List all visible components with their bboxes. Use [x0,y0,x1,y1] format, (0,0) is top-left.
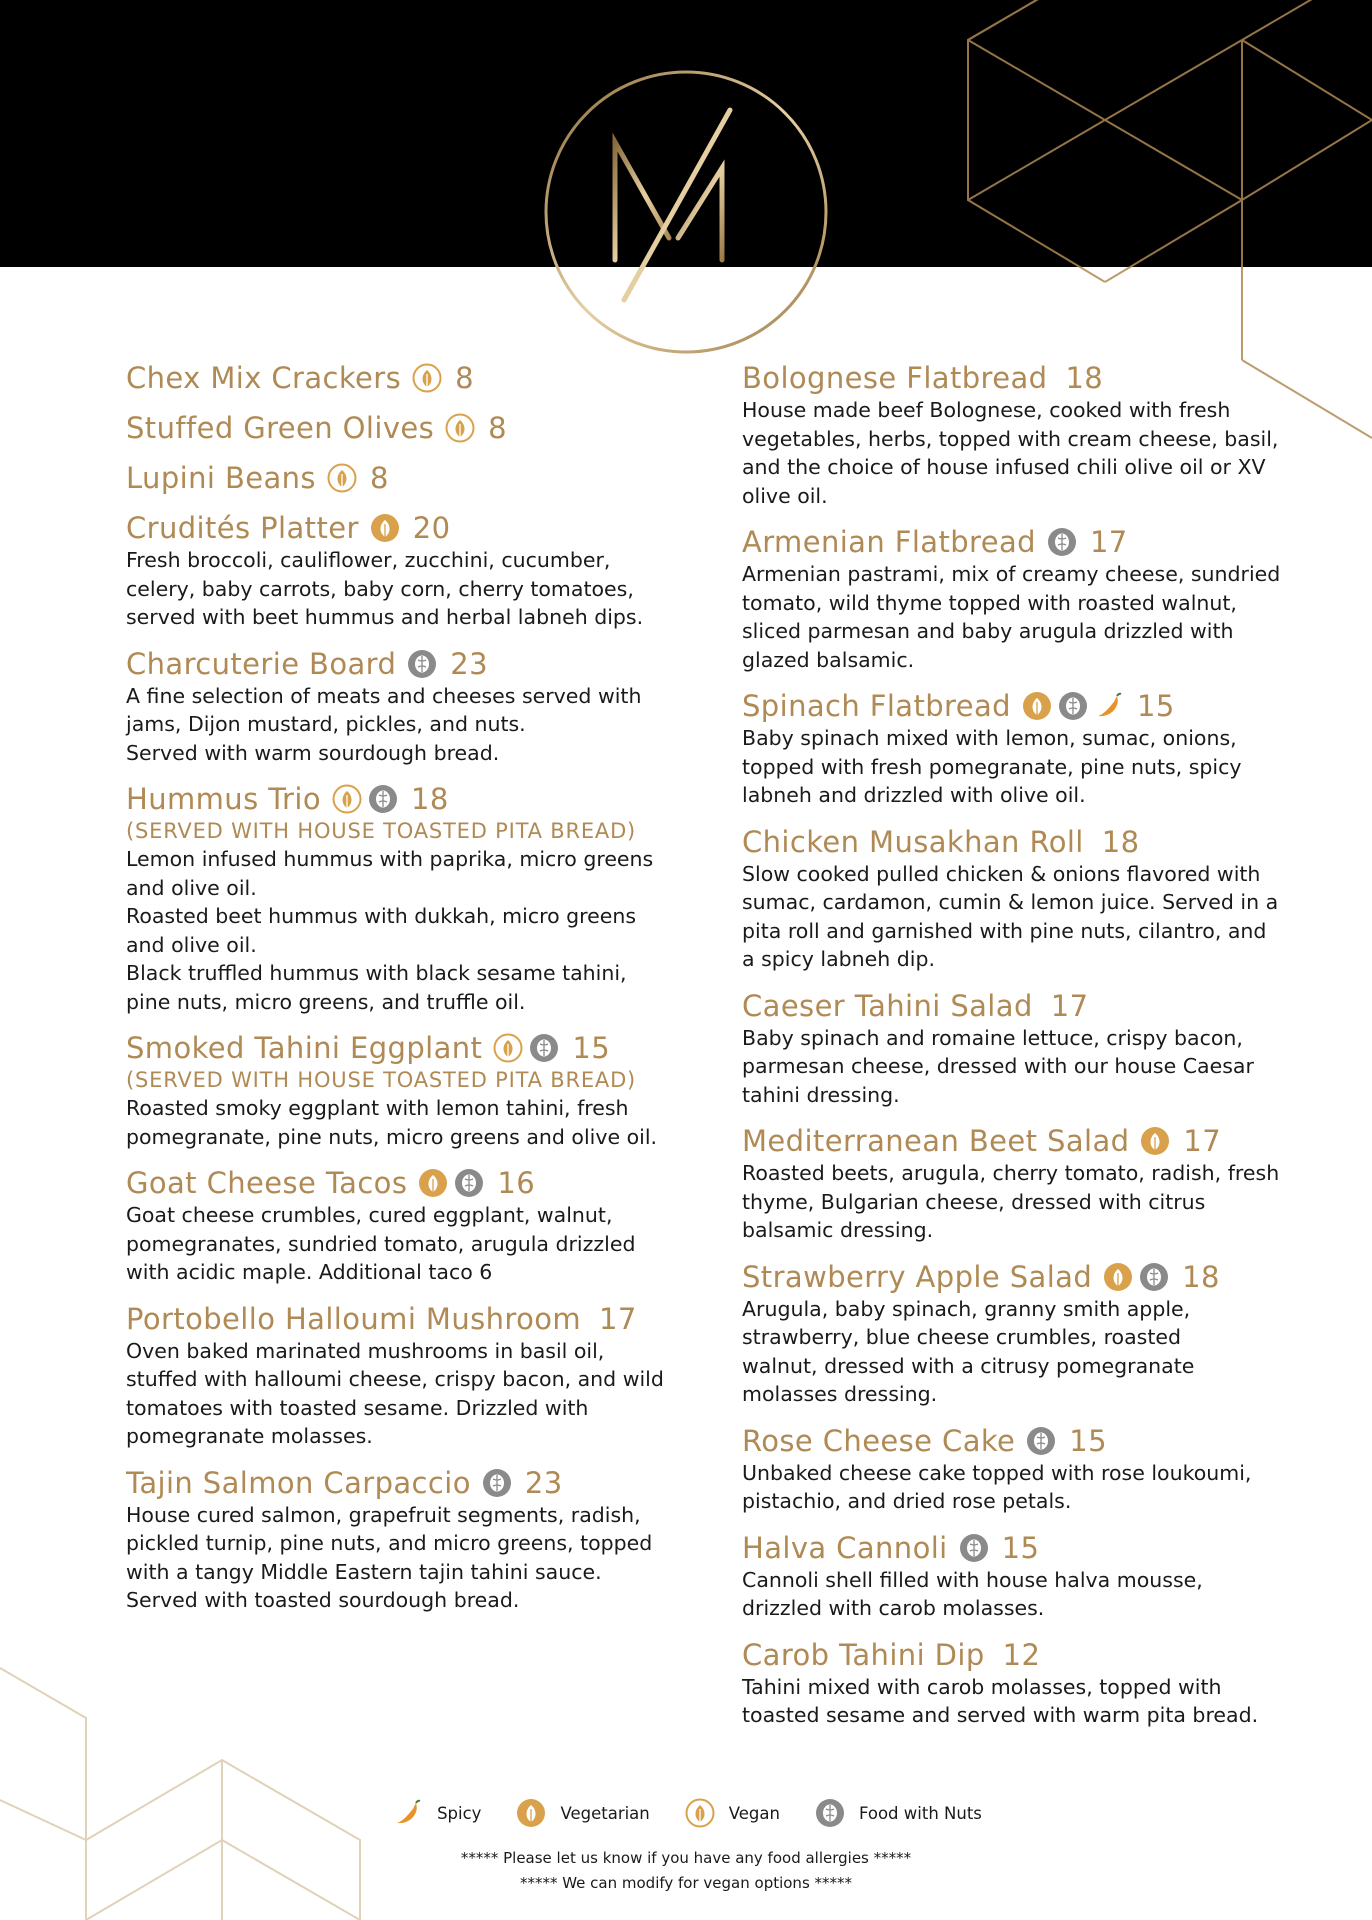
nut-icon [1026,1426,1056,1456]
menu-item-description [742,560,1302,674]
nut-icon [1058,691,1088,721]
menu-item-price: 15 [572,1031,611,1065]
description-line: a spicy labneh dip. [742,947,936,971]
menu-item-name: Chicken Musakhan Roll [742,824,1084,859]
description-line: pita roll and garnished with pine nuts, cilantro, and [742,918,1267,943]
description-line: stuffed with halloumi cheese, crispy bacon, and wild [126,1367,664,1391]
menu-item [742,824,1302,974]
menu-item-description [742,724,1302,810]
menu-item-header [742,1423,1302,1459]
menu-item-header [126,1465,686,1501]
menu-item-name: Bolognese Flatbread [742,361,1048,395]
description-line: and the choice of house infused chili olive oil or XV [742,455,1266,479]
menu-item-name: Tajin Salmon Carpaccio [126,1465,471,1500]
description-line: and olive oil. [126,932,257,957]
menu-item-name: Strawberry Apple Salad [742,1259,1093,1294]
description-line: toasted sesame and served with warm pita bread. [742,1703,1259,1727]
menu-item-price: 18 [1182,1259,1220,1294]
menu-item [742,1423,1302,1516]
description-line: tomatoes with toasted sesame. Drizzled with [126,1395,589,1420]
description-line: pine nuts, micro greens, and truffle oil. [126,989,526,1014]
description-line: Armenian pastrami, mix of creamy cheese, sundried [742,562,1281,586]
menu-item-price: 17 [1089,525,1128,559]
description-line: Baby spinach and romaine lettuce, crispy bacon, [742,1025,1243,1050]
menu-item-price: 17 [599,1301,637,1336]
menu-item-header [126,460,686,496]
menu-item-price: 23 [524,1465,563,1500]
menu-item [126,646,686,768]
menu-item-description [742,1566,1302,1623]
menu-item-name: Halva Cannoli [742,1530,948,1565]
leaf-filled-icon [1103,1262,1133,1292]
footnotes [0,1846,1372,1896]
menu-item-price: 18 [1101,824,1140,859]
description-line: with a tangy Middle Eastern tajin tahini sauce. [126,1559,602,1584]
leaf-outline-icon [685,1798,715,1828]
description-line: Served with warm sourdough bread. [126,740,500,765]
menu-item [742,988,1302,1110]
description-line: Arugula, baby spinach, granny smith apple, [742,1296,1191,1321]
leaf-outline-icon [445,413,475,443]
description-line: balsamic dressing. [742,1218,934,1242]
description-line: walnut, dressed with a citrusy pomegranate [742,1353,1195,1378]
legend-label: Food with Nuts [858,1803,982,1823]
nut-icon [482,1468,512,1498]
description-line: Roasted beet hummus with dukkah, micro greens [126,904,637,928]
menu-item-header [742,988,1302,1024]
menu-item-description [126,1501,686,1615]
description-line: drizzled with carob molasses. [742,1596,1045,1620]
leaf-filled-icon [1140,1126,1170,1156]
description-line: served with beet hummus and herbal labneh dips. [126,605,644,629]
menu-item-header [742,824,1302,860]
description-line: pomegranates, sundried tomato, arugula drizzled [126,1231,636,1256]
legend-item [812,1798,982,1828]
menu-item-header [126,1301,686,1337]
menu-item-name: Stuffed Green Olives [126,411,435,445]
menu-item-description [126,546,686,632]
description-line: Fresh broccoli, cauliflower, zucchini, cucumber, [126,548,611,572]
menu-item [126,360,686,396]
chili-icon [1094,691,1124,721]
menu-item-price: 18 [410,782,449,816]
nut-icon [407,649,437,679]
menu-item-header [126,1030,686,1066]
menu-item-description [126,1337,686,1451]
menu-item-description [126,1201,686,1287]
leaf-filled-icon [370,513,400,543]
menu-item [742,1123,1302,1245]
menu-item-header [126,510,686,546]
description-line: A fine selection of meats and cheeses served with [126,683,642,708]
menu-item-price: 17 [1183,1124,1222,1158]
menu-item-name: Caeser Tahini Salad [742,988,1033,1023]
menu-item-price: 17 [1050,988,1089,1023]
menu-item [742,524,1302,674]
description-line: pistachio, and dried rose petals. [742,1489,1072,1513]
menu-item-header [742,1530,1302,1566]
menu-item-header [742,1637,1302,1673]
menu-item [126,1465,686,1615]
menu-item-price: 15 [1136,689,1175,723]
description-line: Unbaked cheese cake topped with rose loukoumi, [742,1460,1252,1485]
menu-item-price: 20 [412,511,451,545]
menu-item [126,410,686,446]
menu-item-name: Hummus Trio [126,782,321,816]
menu-item [126,460,686,496]
menu-item-description [742,1459,1302,1516]
menu-item [742,688,1302,810]
description-line: Roasted beets, arugula, cherry tomato, radish, fresh [742,1161,1280,1185]
description-line: Oven baked marinated mushrooms in basil oil, [126,1338,605,1363]
menu-item [742,1637,1302,1730]
description-line: House made beef Bolognese, cooked with fresh [742,398,1231,422]
description-line: Slow cooked pulled chicken & onions flavored with [742,861,1261,886]
menu-item-note: (SERVED WITH HOUSE TOASTED PITA BREAD) [126,1068,637,1092]
menu-item-price: 12 [1002,1637,1041,1672]
menu-item-price: 23 [450,646,488,681]
nut-icon [959,1533,989,1563]
menu-item-price: 16 [497,1166,536,1200]
menu-item-name: Goat Cheese Tacos [126,1166,408,1200]
menu-item [742,360,1302,510]
menu-item-header [126,360,686,396]
menu-item-description [742,1024,1302,1110]
description-line: with acidic maple. Additional taco 6 [126,1260,493,1284]
menu-item-header [126,410,686,446]
leaf-outline-icon [327,463,357,493]
legend-item [513,1798,649,1828]
description-line: celery, baby carrots, baby corn, cherry tomatoes, [126,576,634,601]
description-line: Goat cheese crumbles, cured eggplant, walnut, [126,1203,613,1227]
menu-item-price: 15 [1001,1530,1040,1565]
menu-item-description [126,1094,686,1151]
menu-item-name: Portobello Halloumi Mushroom [126,1301,582,1336]
description-line: jams, Dijon mustard, pickles, and nuts. [126,712,526,736]
menu-item-header [742,1123,1302,1159]
nut-icon [368,784,398,814]
description-line: House cured salmon, grapefruit segments, radish, [126,1502,641,1527]
description-line: molasses dressing. [742,1382,938,1406]
menu-item [126,510,686,632]
menu-item-price: 8 [488,411,507,445]
menu-item-header [742,524,1302,560]
menu-item-name: Mediterranean Beet Salad [742,1124,1130,1158]
description-line: tahini dressing. [742,1082,900,1107]
description-line: thyme, Bulgarian cheese, dressed with citrus [742,1189,1206,1214]
menu-item-price: 18 [1065,361,1104,395]
description-line: glazed balsamic. [742,647,915,672]
description-line: strawberry, blue cheese crumbles, roasted [742,1325,1182,1349]
menu-item-name: Smoked Tahini Eggplant [126,1031,483,1065]
menu-item-description [742,1159,1302,1245]
leaf-outline-icon [493,1033,523,1063]
menu-item-name: Crudités Platter [126,511,359,545]
menu-item [742,1259,1302,1409]
description-line: pomegranate, pine nuts, micro greens and olive oil. [126,1124,658,1149]
menu-item-name: Carob Tahini Dip [742,1637,985,1672]
description-line: Baby spinach mixed with lemon, sumac, onions, [742,726,1237,750]
menu-item-header [126,646,686,682]
allergy-note: ***** Please let us know if you have any food allergies ***** [460,1849,912,1867]
nut-icon [1047,527,1077,557]
leaf-outline-icon [332,784,362,814]
menu-item-price: 15 [1069,1423,1107,1458]
menu-item [742,1530,1302,1623]
description-line: Cannoli shell filled with house halva mousse, [742,1567,1203,1592]
legend-label: Spicy [437,1803,482,1823]
description-line: sliced parmesan and baby arugula drizzled with [742,619,1234,643]
legend-label: Vegan [728,1803,780,1823]
menu-item-price: 8 [369,461,389,495]
description-line: sumac, cardamon, cumin & lemon juice. Served in a [742,890,1279,914]
menu-item-header [742,1259,1302,1295]
menu-item-header [126,1165,686,1201]
menu-item-header [742,360,1302,396]
menu-item-description [742,1295,1302,1409]
restaurant-logo [542,68,830,356]
legend-item [682,1798,780,1828]
description-line: vegetables, herbs, topped with cream cheese, basil, [742,426,1279,451]
vegan-note: ***** We can modify for vegan options ***** [519,1874,853,1892]
menu-item-description [126,682,686,768]
leaf-filled-icon [418,1168,448,1198]
menu-item [126,1301,686,1451]
chili-icon [393,1798,423,1828]
description-line: labneh and drizzled with olive oil. [742,783,1086,807]
menu-item-note: (SERVED WITH HOUSE TOASTED PITA BREAD) [126,819,637,843]
menu-item-name: Rose Cheese Cake [742,1423,1016,1458]
description-line: olive oil. [742,483,828,508]
menu-item-description [742,860,1302,974]
leaf-filled-icon [1022,691,1052,721]
leaf-filled-icon [516,1798,546,1828]
menu-item-name: Chex Mix Crackers [126,361,402,395]
menu-item-header [742,688,1302,724]
menu-item [126,1030,686,1151]
menu-item-name: Spinach Flatbread [742,689,1011,723]
menu-item-name: Charcuterie Board [126,646,397,681]
description-line: Roasted smoky eggplant with lemon tahini, fresh [126,1096,629,1120]
menu-item-name: Lupini Beans [126,461,316,495]
nut-icon [454,1168,484,1198]
menu-item-price: 8 [455,361,474,395]
menu-item-description [742,396,1302,510]
nut-icon [529,1033,559,1063]
description-line: Tahini mixed with carob molasses, topped with [742,1674,1222,1699]
menu-item [126,781,686,1016]
menu-item-description [742,1673,1302,1730]
description-line: Served with toasted sourdough bread. [126,1588,520,1612]
description-line: Lemon infused hummus with paprika, micro greens [126,847,654,871]
description-line: pickled turnip, pine nuts, and micro greens, topped [126,1531,653,1555]
menu-item-description [126,845,686,1016]
leaf-outline-icon [412,363,442,393]
description-line: topped with fresh pomegranate, pine nuts, spicy [742,754,1242,779]
description-line: parmesan cheese, dressed with our house Caesar [742,1054,1254,1078]
menu-column-right [742,360,1302,1744]
legend-item [390,1798,481,1828]
description-line: pomegranate molasses. [126,1424,373,1448]
menu-item-header [126,781,686,817]
menu-item-name: Armenian Flatbread [742,525,1036,559]
description-line: Black truffled hummus with black sesame tahini, [126,961,627,985]
menu-item [126,1165,686,1287]
icon-legend [0,1798,1372,1828]
menu-column-left [126,360,686,1629]
legend-label: Vegetarian [560,1803,650,1823]
description-line: tomato, wild thyme topped with roasted walnut, [742,590,1237,615]
description-line: and olive oil. [126,875,257,900]
nut-icon [815,1798,845,1828]
nut-icon [1139,1262,1169,1292]
